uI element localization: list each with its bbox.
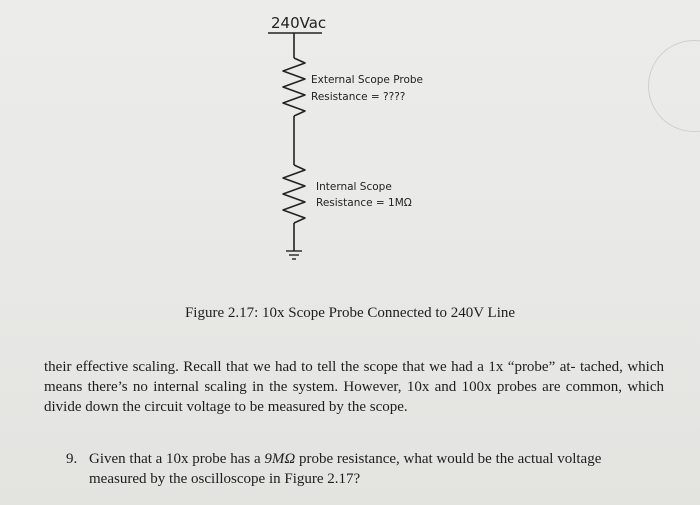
question-math: 9MΩ	[264, 451, 296, 467]
ground-icon	[286, 251, 302, 259]
external-resistor-label-line2: Resistance = ????	[311, 91, 406, 103]
internal-resistor-symbol	[283, 165, 305, 223]
source-label: 240Vac	[271, 14, 327, 32]
question-text-before: Given that a 10x probe has a	[89, 451, 265, 467]
external-resistor-symbol	[283, 58, 305, 116]
figure-caption: Figure 2.17: 10x Scope Probe Connected to 240V Line	[184, 305, 516, 321]
question-text-after: probe resistance, what would be the actual voltage measured by the oscilloscope in Figure 2.17?	[89, 451, 602, 487]
question-text	[89, 449, 656, 489]
internal-resistor-label-line2: Resistance = 1MΩ	[316, 197, 412, 209]
internal-resistor-label-line1: Internal Scope	[316, 181, 392, 193]
external-resistor-label-line1: External Scope Probe	[311, 74, 424, 86]
body-paragraph: their effective scaling. Recall that we had to tell the scope that we had a 1x “probe” at- tached, which means there’s no internal scaling in the system. However, 10x and 100x probes are common, which divide down the circuit voltage to be measured by the scope.	[44, 359, 664, 415]
question-number: 9.	[66, 451, 78, 467]
